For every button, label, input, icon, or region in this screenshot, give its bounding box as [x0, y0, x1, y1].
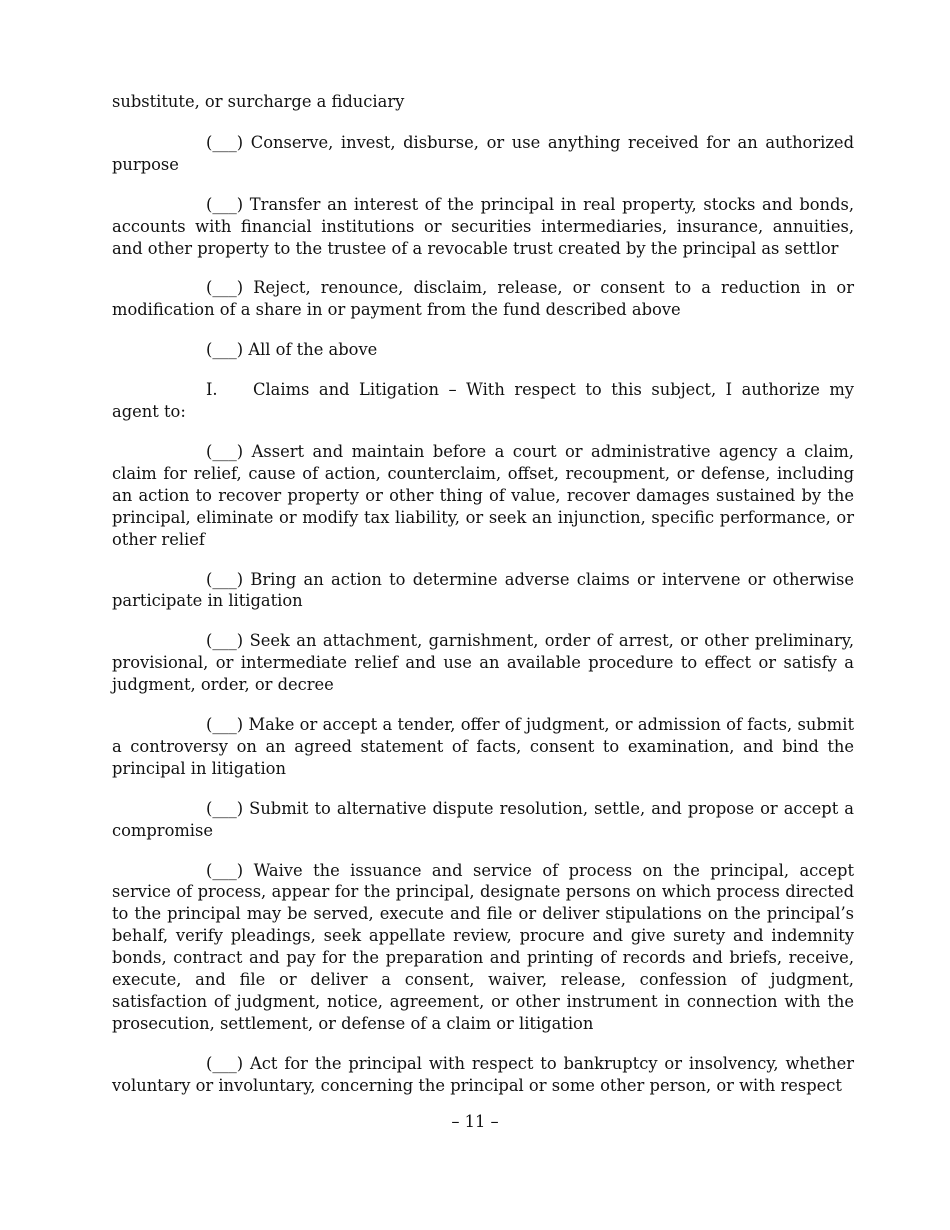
option-text: Conserve, invest, disburse, or use anything received for an authorized purpose — [112, 132, 854, 174]
page-content — [112, 91, 854, 1115]
option-text: Submit to alternative dispute resolution, settle, and propose or accept a compromise — [112, 798, 854, 840]
checkbox-blank[interactable]: (___) — [206, 194, 244, 214]
option-text: All of the above — [248, 340, 378, 360]
checkbox-blank[interactable]: (___) — [206, 715, 244, 735]
checkbox-blank[interactable]: (___) — [206, 340, 244, 360]
checkbox-blank[interactable]: (___) — [206, 1053, 244, 1073]
continuation-paragraph: substitute, or surcharge a fiduciary — [112, 92, 405, 111]
option-text: Seek an attachment, garnishment, order of arrest, or other preliminary, provisional, or intermediate relief and use an available procedure to effect or satisfy a judgment, order, or decree — [112, 631, 854, 695]
option-paragraph — [112, 714, 854, 780]
option-text: Make or accept a tender, offer of judgment, or admission of facts, submit a controversy on an agreed statement of facts, consent to examination, and bind the principal in litigation — [112, 715, 854, 778]
option-paragraph — [112, 277, 854, 321]
option-paragraph — [112, 860, 854, 1035]
section-text: Claims and Litigation – With respect to this subject, I authorize my agent to: — [112, 380, 854, 422]
option-text: Transfer an interest of the principal in real property, stocks and bonds, accounts with financial institutions or securities intermediaries, insurance, annuities, and other property to the trustee of a revocable trust created by the principal as settlor — [112, 194, 854, 258]
section-heading-paragraph — [112, 379, 854, 423]
option-paragraph — [112, 339, 854, 361]
option-paragraph — [112, 441, 854, 551]
option-text: Act for the principal with respect to bankruptcy or insolvency, whether voluntary or involuntary, concerning the principal or some other person, or with respect — [112, 1053, 854, 1095]
option-text: Bring an action to determine adverse claims or intervene or otherwise participate in litigation — [112, 569, 854, 611]
checkbox-blank[interactable]: (___) — [206, 569, 244, 589]
checkbox-blank[interactable]: (___) — [206, 798, 244, 818]
option-paragraph — [112, 132, 854, 176]
option-paragraph — [112, 1053, 854, 1097]
option-text: Assert and maintain before a court or administrative agency a claim, claim for relief, cause of action, counterclaim, offset, recoupment, or defense, including an action to recover property or other thing of value, recover damages sustained by the principal, eliminate or modify tax liability, or seek an injunction, specific performance, or other relief — [112, 441, 854, 549]
option-paragraph — [112, 798, 854, 842]
option-text: Waive the issuance and service of process on the principal, accept service of process, appear for the principal, designate persons on which process directed to the principal may be served, execute and file or deliver stipulations on the principal’s behalf, verify pleadings, seek appellate review, procure and give surety and indemnity bonds, contract and pay for the preparation and printing of records and briefs, receive, execute, and file or deliver a consent, waiver, release, confession of judgment, satisfaction of judgment, notice, agreement, or other instrument in connection with the prosecution, settlement, or defense of a claim or litigation — [112, 860, 854, 1033]
option-text: Reject, renounce, disclaim, release, or consent to a reduction in or modification of a share in or payment from the fund described above — [112, 278, 854, 320]
checkbox-blank[interactable]: (___) — [206, 860, 244, 880]
checkbox-blank[interactable]: (___) — [206, 132, 244, 152]
option-paragraph — [112, 194, 854, 260]
checkbox-blank[interactable]: (___) — [206, 631, 244, 651]
option-paragraph — [112, 630, 854, 696]
option-paragraph — [112, 569, 854, 613]
page-number: – 11 – — [451, 1112, 499, 1131]
checkbox-blank[interactable]: (___) — [206, 278, 244, 298]
section-number: I. — [206, 380, 218, 400]
checkbox-blank[interactable]: (___) — [206, 441, 244, 461]
